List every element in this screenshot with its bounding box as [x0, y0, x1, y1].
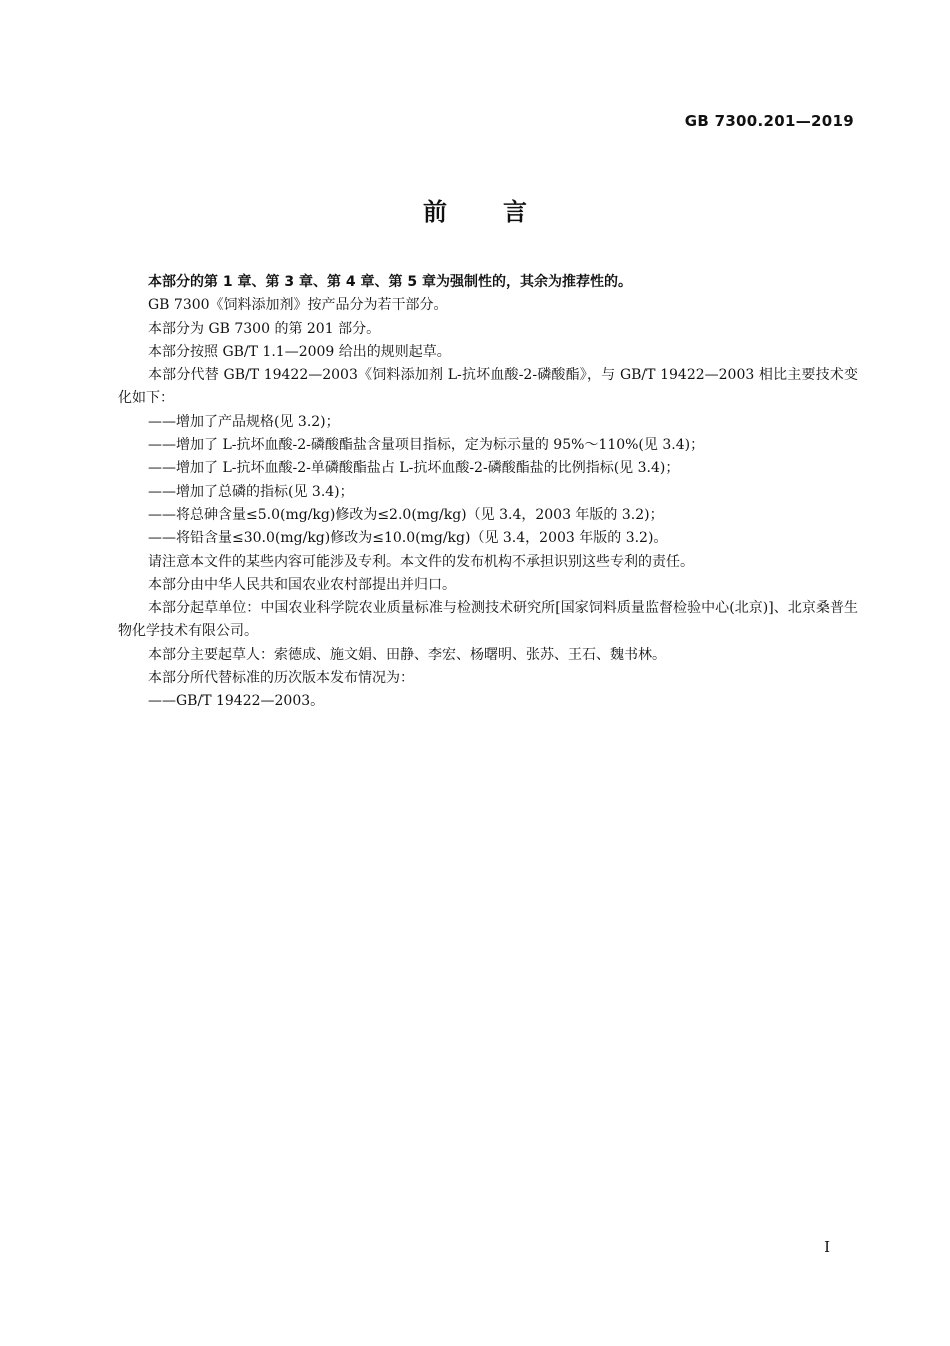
history-item: ——GB/T 19422—2003。	[148, 693, 325, 710]
change-item: ——增加了总磷的指标(见 3.4)；	[148, 483, 354, 500]
document-body	[118, 271, 858, 714]
page-number: I	[824, 1238, 830, 1256]
paragraph-proposer: 本部分由中华人民共和国农业农村部提出并归口。	[148, 576, 456, 593]
page-title: 前言	[423, 198, 583, 226]
paragraph-part-number: 本部分为 GB 7300 的第 201 部分。	[148, 320, 381, 337]
standard-code: GB 7300.201—2019	[684, 112, 854, 130]
paragraph-mandatory-chapters: 本部分的第 1 章、第 3 章、第 4 章、第 5 章为强制性的，其余为推荐性的。	[148, 274, 632, 290]
change-item: ——增加了 L-抗坏血酸-2-磷酸酯盐含量项目指标，定为标示量的 95%～110%(见 3.4)；	[148, 437, 705, 454]
paragraph-parts-structure: GB 7300《饲料添加剂》按产品分为若干部分。	[148, 297, 448, 314]
paragraph-drafters: 本部分主要起草人：索德成、施文娟、田静、李宏、杨曙明、张苏、王石、魏书林。	[148, 646, 666, 663]
change-item: ——将铅含量≤30.0(mg/kg)修改为≤10.0(mg/kg)（见 3.4，2003 年版的 3.2)。	[148, 530, 668, 547]
change-item: ——增加了 L-抗坏血酸-2-单磷酸酯盐占 L-抗坏血酸-2-磷酸酯盐的比例指标(见 3.4)；	[148, 460, 680, 477]
paragraph-patent-notice: 请注意本文件的某些内容可能涉及专利。本文件的发布机构不承担识别这些专利的责任。	[148, 553, 694, 570]
change-item: ——增加了产品规格(见 3.2)；	[148, 413, 340, 430]
paragraph-drafting-rules: 本部分按照 GB/T 1.1—2009 给出的规则起草。	[148, 343, 451, 360]
paragraph-version-history: 本部分所代替标准的历次版本发布情况为：	[148, 670, 414, 687]
paragraph-replacement: 本部分代替 GB/T 19422—2003《饲料添加剂 L-抗坏血酸-2-磷酸酯》，与 GB/T 19422—2003 相比主要技术变化如下：	[118, 367, 858, 407]
paragraph-drafting-units: 本部分起草单位：中国农业科学院农业质量标准与检测技术研究所[国家饲料质量监督检验中心(北京)]、北京桑普生物化学技术有限公司。	[118, 600, 858, 640]
change-item: ——将总砷含量≤5.0(mg/kg)修改为≤2.0(mg/kg)（见 3.4，2003 年版的 3.2)；	[148, 506, 664, 523]
